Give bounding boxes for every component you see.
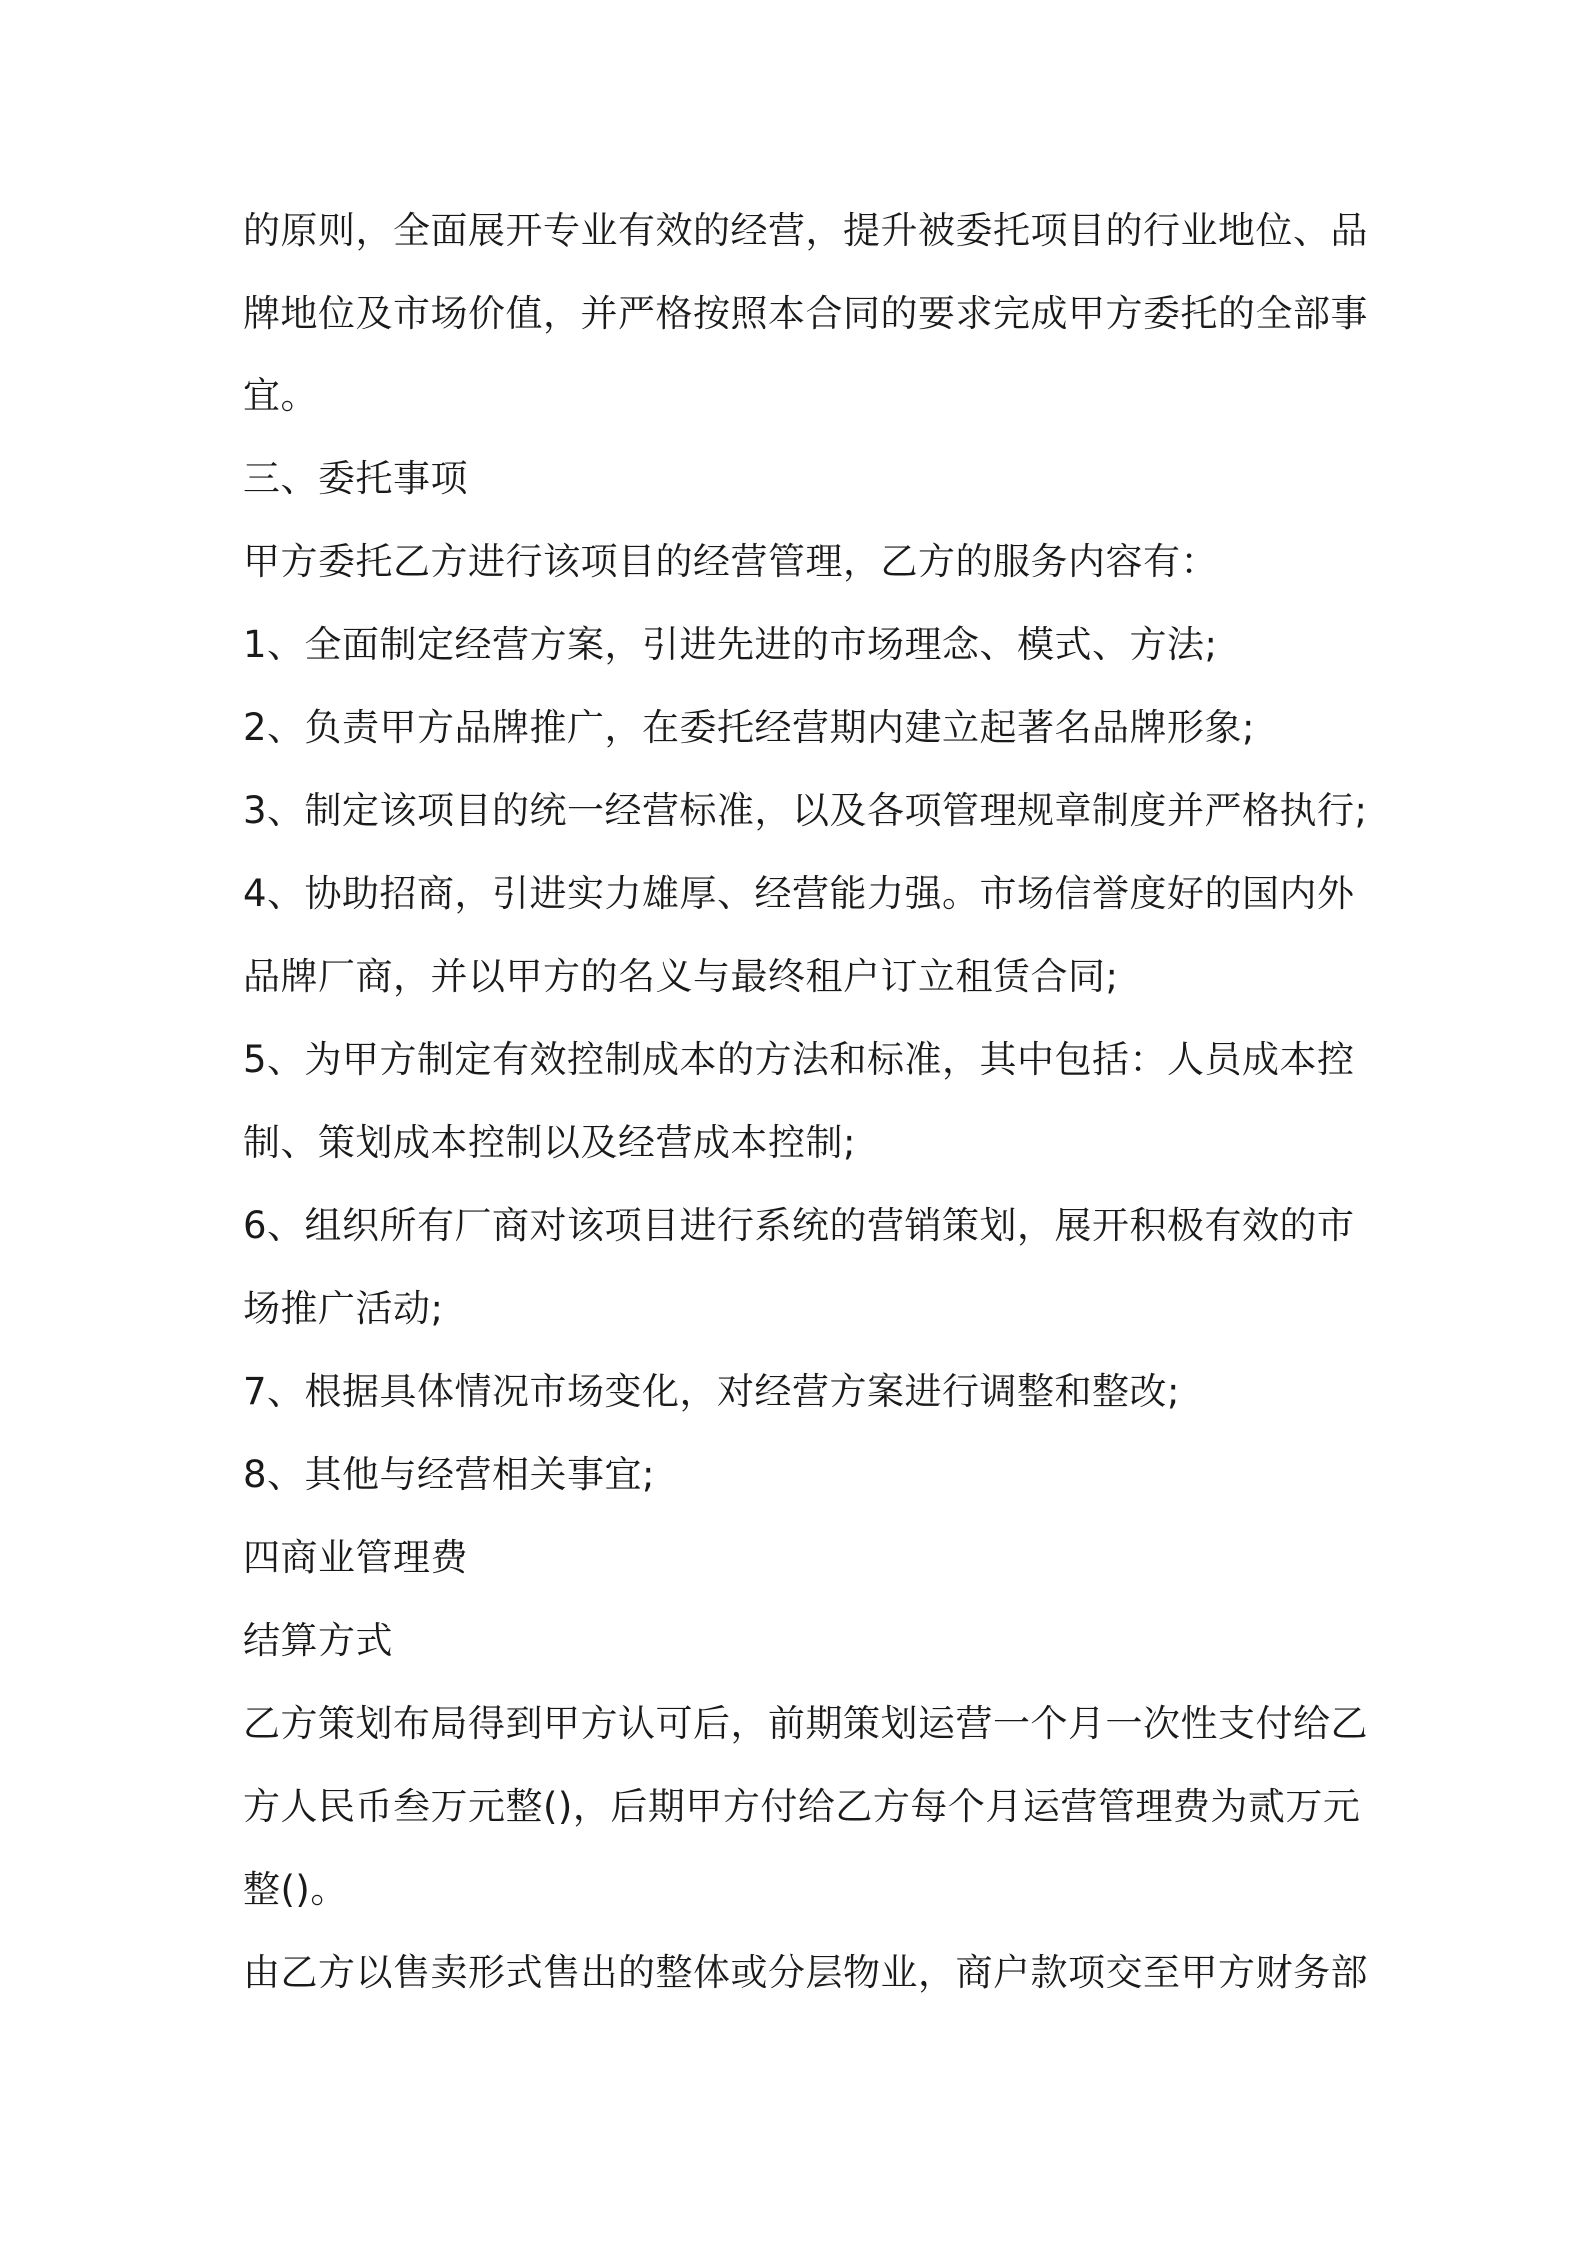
list-item-4-line-1: 4、协助招商，引进实力雄厚、经营能力强。市场信誉度好的国内外 xyxy=(243,872,1355,915)
paragraph-payment-line-3: 整()。 xyxy=(243,1868,348,1911)
section-heading-entrusted-matters: 三、委托事项 xyxy=(243,457,468,500)
list-item-1: 1、全面制定经营方案，引进先进的市场理念、模式、方法; xyxy=(243,623,1218,666)
paragraph-payment-line-1: 乙方策划布局得到甲方认可后，前期策划运营一个月一次性支付给乙 xyxy=(243,1702,1368,1745)
list-item-8: 8、其他与经营相关事宜; xyxy=(243,1453,656,1496)
paragraph-principle-line-3: 宜。 xyxy=(243,374,318,417)
list-item-6-line-1: 6、组织所有厂商对该项目进行系统的营销策划，展开积极有效的市 xyxy=(243,1204,1355,1247)
paragraph-sales-line-1: 由乙方以售卖形式售出的整体或分层物业，商户款项交至甲方财务部 xyxy=(243,1951,1368,1994)
paragraph-principle-line-2: 牌地位及市场价值，并严格按照本合同的要求完成甲方委托的全部事 xyxy=(243,292,1368,335)
paragraph-service-intro: 甲方委托乙方进行该项目的经营管理，乙方的服务内容有： xyxy=(243,540,1218,583)
list-item-5-line-2: 制、策划成本控制以及经营成本控制; xyxy=(243,1121,856,1164)
list-item-5-line-1: 5、为甲方制定有效控制成本的方法和标准，其中包括：人员成本控 xyxy=(243,1038,1355,1081)
list-item-4-line-2: 品牌厂商，并以甲方的名义与最终租户订立租赁合同; xyxy=(243,955,1119,998)
list-item-3: 3、制定该项目的统一经营标准，以及各项管理规章制度并严格执行; xyxy=(243,789,1368,832)
list-item-6-line-2: 场推广活动; xyxy=(243,1287,444,1330)
paragraph-payment-line-2: 方人民币叁万元整()，后期甲方付给乙方每个月运营管理费为贰万元 xyxy=(243,1785,1361,1828)
section-heading-management-fee: 四商业管理费 xyxy=(243,1536,468,1579)
paragraph-principle-line-1: 的原则，全面展开专业有效的经营，提升被委托项目的行业地位、品 xyxy=(243,209,1368,252)
list-item-2: 2、负责甲方品牌推广，在委托经营期内建立起著名品牌形象; xyxy=(243,706,1256,749)
list-item-7: 7、根据具体情况市场变化，对经营方案进行调整和整改; xyxy=(243,1370,1181,1413)
subheading-settlement-method: 结算方式 xyxy=(243,1619,393,1662)
